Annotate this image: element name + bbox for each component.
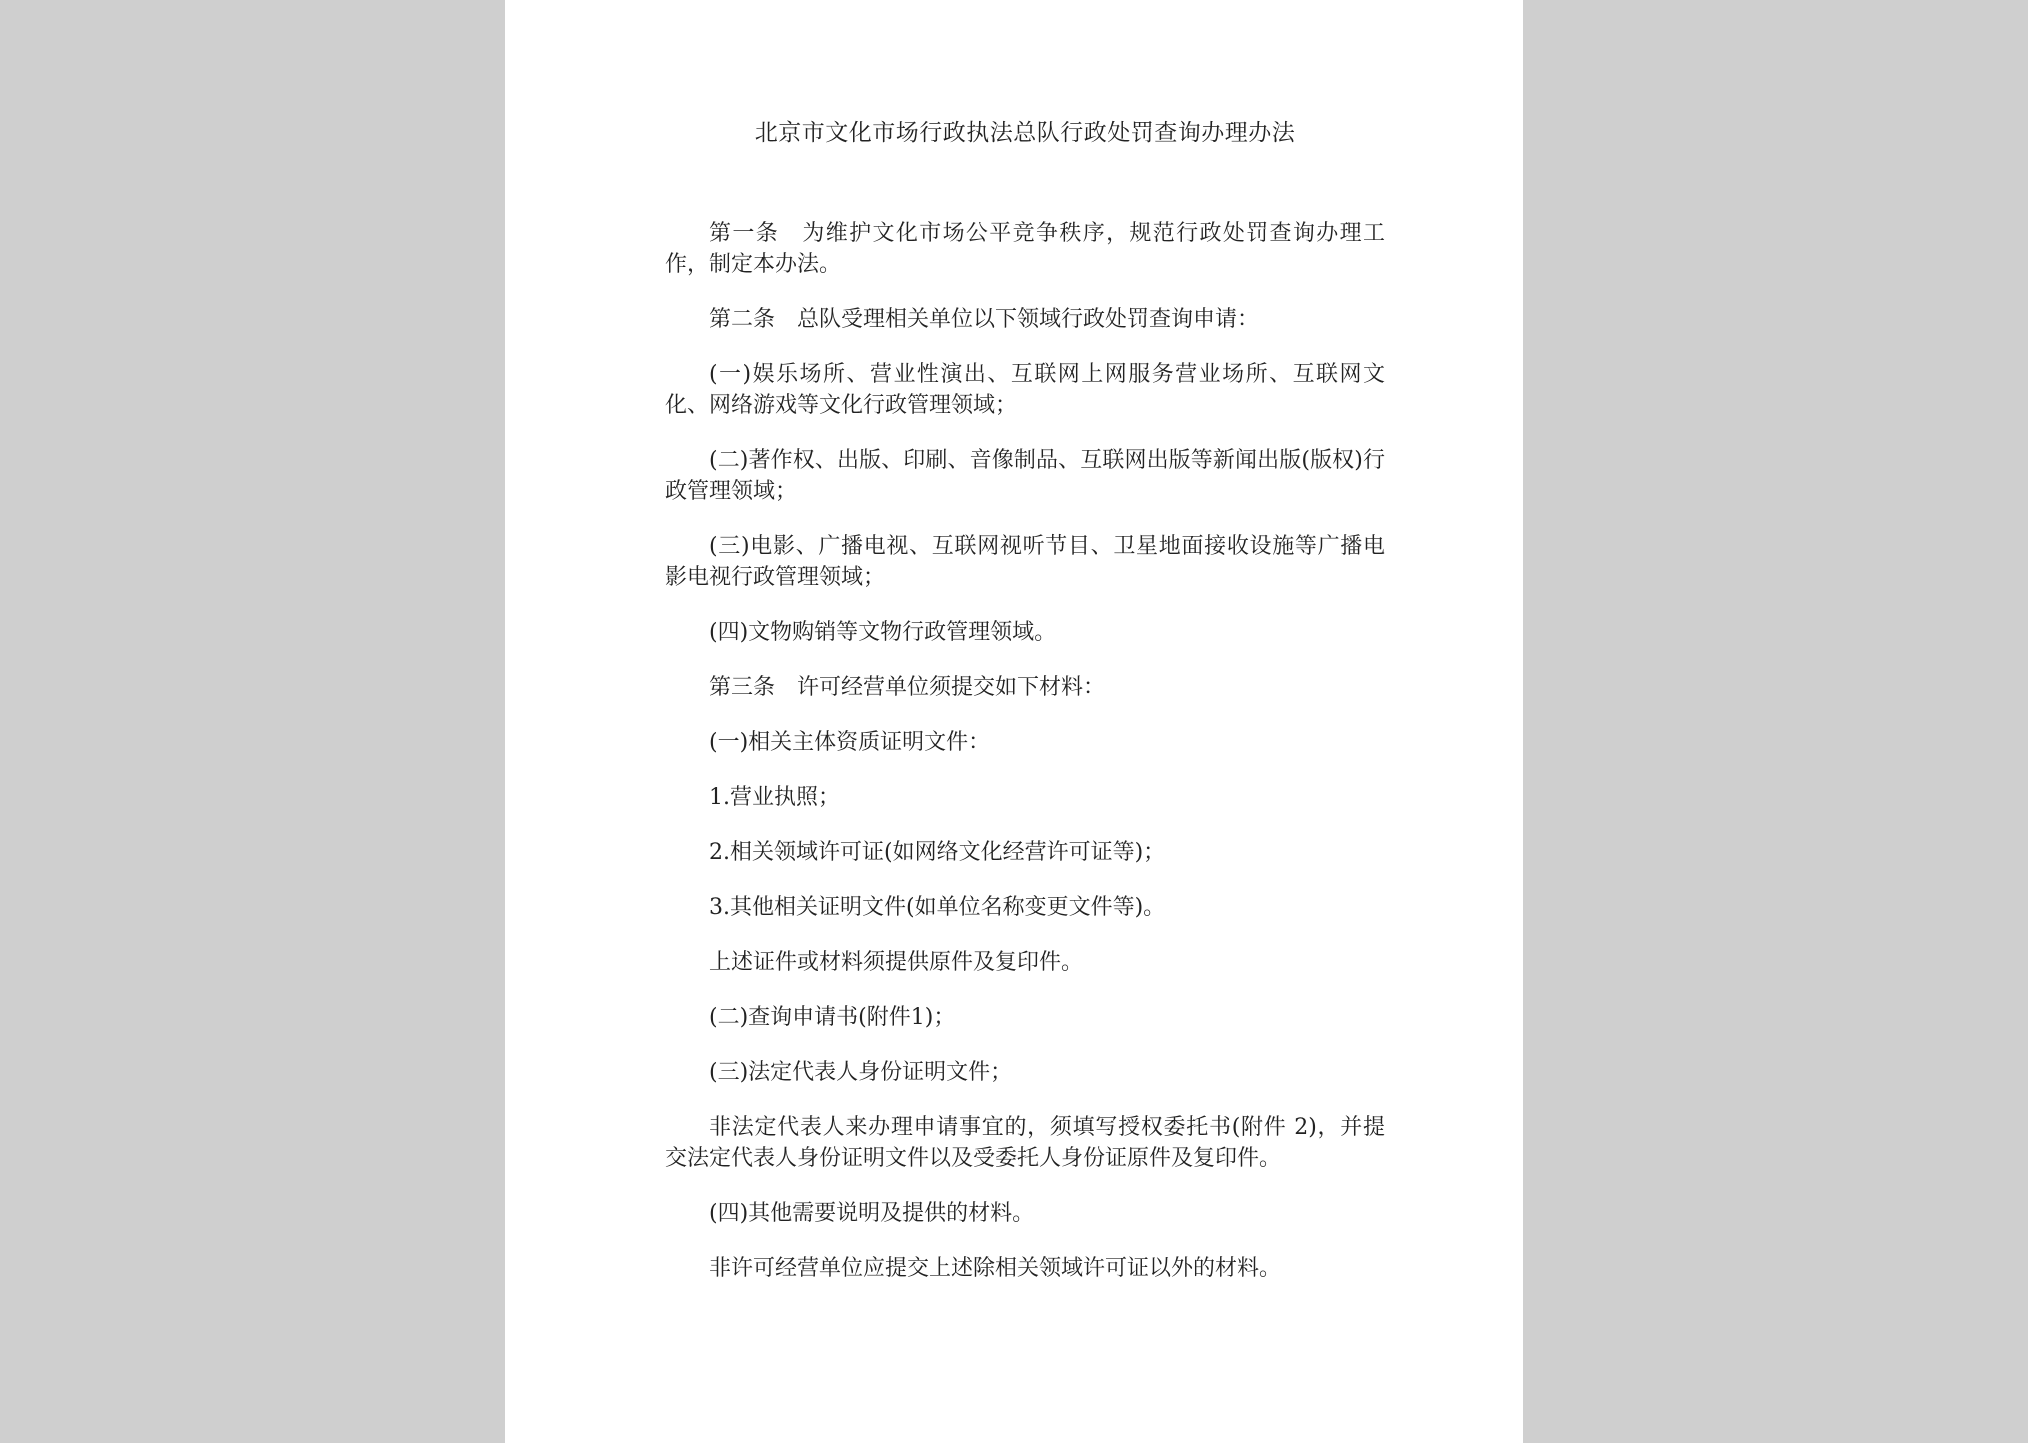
article-2-item-2: (二)著作权、出版、印刷、音像制品、互联网出版等新闻出版(版权)行政管理领域； [665, 448, 1385, 504]
article-3: 第三条 许可经营单位须提交如下材料： [709, 675, 1106, 700]
article-3-item-4: (四)其他需要说明及提供的材料。 [709, 1201, 1035, 1226]
article-3-item-1-note: 上述证件或材料须提供原件及复印件。 [709, 950, 1084, 975]
article-2-item-4: (四)文物购销等文物行政管理领域。 [709, 620, 1057, 645]
article-3-item-1: (一)相关主体资质证明文件： [709, 730, 991, 755]
page-content [665, 118, 1385, 1308]
article-2-item-3: (三)电影、广播电视、互联网视听节目、卫星地面接收设施等广播电影电视行政管理领域； [665, 534, 1385, 590]
article-3-item-1-sub-2: 2.相关领域许可证(如网络文化经营许可证等)； [709, 840, 1166, 865]
article-2: 第二条 总队受理相关单位以下领域行政处罚查询申请： [709, 307, 1260, 332]
article-3-item-1-sub-3: 3.其他相关证明文件(如单位名称变更文件等)。 [709, 895, 1166, 920]
article-1: 第一条 为维护文化市场公平竞争秩序，规范行政处罚查询办理工作，制定本办法。 [665, 221, 1385, 277]
article-3-item-3-note: 非法定代表人来办理申请事宜的，须填写授权委托书(附件 2)，并提交法定代表人身份证明文件以及受委托人身份证原件及复印件。 [665, 1115, 1385, 1171]
article-3-item-1-sub-1: 1.营业执照； [709, 785, 840, 810]
article-3-item-2: (二)查询申请书(附件1)； [709, 1005, 956, 1030]
article-2-item-1: (一)娱乐场所、营业性演出、互联网上网服务营业场所、互联网文化、网络游戏等文化行政管理领域； [665, 362, 1385, 418]
document-title: 北京市文化市场行政执法总队行政处罚查询办理办法 [754, 120, 1296, 146]
article-3-item-3: (三)法定代表人身份证明文件； [709, 1060, 1013, 1085]
document-page [505, 0, 1523, 1443]
article-3-closing-note: 非许可经营单位应提交上述除相关领域许可证以外的材料。 [709, 1256, 1282, 1281]
